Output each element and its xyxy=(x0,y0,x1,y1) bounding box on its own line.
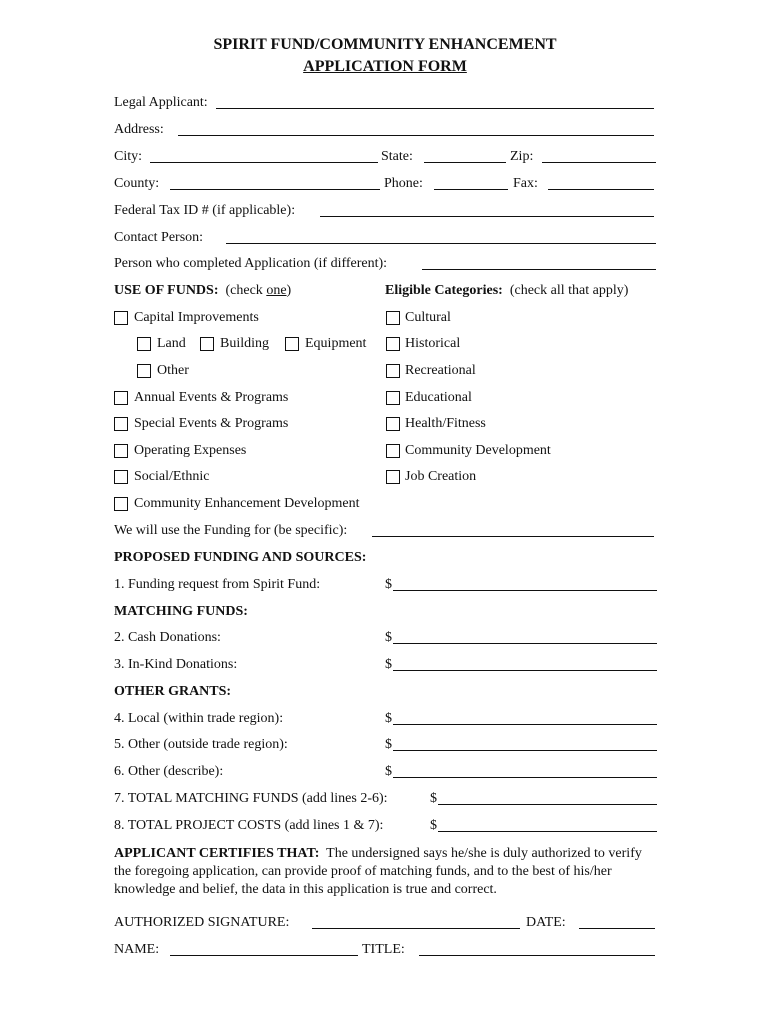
other-use-label: Other xyxy=(157,363,189,378)
funding-line-2-label: 2. Cash Donations: xyxy=(114,630,221,645)
special-events-checkbox[interactable] xyxy=(114,417,128,431)
city-state-zip-row xyxy=(114,148,659,166)
checkbox-row-6 xyxy=(114,442,659,460)
funding-line-4-label: 4. Local (within trade region): xyxy=(114,711,284,726)
total-project-costs-field[interactable] xyxy=(438,817,657,832)
county-field[interactable] xyxy=(170,175,380,190)
annual-events-label: Annual Events & Programs xyxy=(134,390,289,405)
cash-donations-field[interactable] xyxy=(393,629,657,644)
cultural-label: Cultural xyxy=(405,310,451,325)
outside-grants-field[interactable] xyxy=(393,736,657,751)
community-enhancement-checkbox[interactable] xyxy=(114,497,128,511)
equipment-label: Equipment xyxy=(305,336,367,351)
funding-line-3-label: 3. In-Kind Donations: xyxy=(114,657,238,672)
checkbox-row-3 xyxy=(114,362,659,380)
funding-line-8 xyxy=(114,817,659,835)
funding-line-7 xyxy=(114,790,659,808)
funding-line-5 xyxy=(114,736,659,754)
funding-line-1 xyxy=(114,576,659,594)
federal-tax-id-row xyxy=(114,202,659,220)
certification-text: The undersigned says he/she is duly authorized to verify the foregoing application, can provide proof of matching funds, and to the best of his/her knowledge and belief, the data in this application is true and correct. xyxy=(114,846,642,897)
land-label: Land xyxy=(157,336,186,351)
name-field[interactable] xyxy=(170,941,358,956)
funding-line-1-label: 1. Funding request from Spirit Fund: xyxy=(114,577,321,592)
health-fitness-checkbox[interactable] xyxy=(386,417,400,431)
other-grants-heading: OTHER GRANTS: xyxy=(114,684,232,699)
funding-line-6 xyxy=(114,763,659,781)
funding-line-7-label: 7. TOTAL MATCHING FUNDS (add lines 2-6): xyxy=(114,791,388,806)
proposed-funding-heading: PROPOSED FUNDING AND SOURCES: xyxy=(114,550,367,565)
currency-symbol: $ xyxy=(385,764,392,779)
cultural-checkbox[interactable] xyxy=(386,311,400,325)
community-enhancement-label: Community Enhancement Development xyxy=(134,496,360,511)
eligible-categories-heading: Eligible Categories: (check all that apply) xyxy=(385,283,629,298)
capital-improvements-checkbox[interactable] xyxy=(114,311,128,325)
funding-purpose-row xyxy=(114,522,659,540)
legal-applicant-row xyxy=(114,94,659,112)
local-grants-field[interactable] xyxy=(393,710,657,725)
form-title: SPIRIT FUND/COMMUNITY ENHANCEMENT xyxy=(213,36,557,53)
special-events-label: Special Events & Programs xyxy=(134,416,289,431)
county-phone-fax-row xyxy=(114,175,659,193)
annual-events-checkbox[interactable] xyxy=(114,391,128,405)
other-grants-field[interactable] xyxy=(393,763,657,778)
contact-person-row xyxy=(114,229,659,247)
funding-line-5-label: 5. Other (outside trade region): xyxy=(114,737,288,752)
land-checkbox[interactable] xyxy=(137,337,151,351)
historical-label: Historical xyxy=(405,336,461,351)
proposed-funding-heading-row xyxy=(114,549,659,567)
currency-symbol: $ xyxy=(385,737,392,752)
completed-by-row xyxy=(114,255,659,273)
city-label: City: xyxy=(114,149,143,164)
social-ethnic-checkbox[interactable] xyxy=(114,470,128,484)
building-label: Building xyxy=(220,336,270,351)
checkbox-row-5 xyxy=(114,415,659,433)
county-label: County: xyxy=(114,176,160,191)
title-label: TITLE: xyxy=(362,942,405,957)
form-subtitle: APPLICATION FORM xyxy=(303,58,467,75)
contact-person-label: Contact Person: xyxy=(114,230,204,245)
federal-tax-id-label: Federal Tax ID # (if applicable): xyxy=(114,203,296,218)
total-matching-funds-field[interactable] xyxy=(438,790,657,805)
address-field[interactable] xyxy=(178,121,654,136)
operating-expenses-checkbox[interactable] xyxy=(114,444,128,458)
funding-line-8-label: 8. TOTAL PROJECT COSTS (add lines 1 & 7): xyxy=(114,818,384,833)
currency-symbol: $ xyxy=(385,630,392,645)
job-creation-label: Job Creation xyxy=(405,469,477,484)
health-fitness-label: Health/Fitness xyxy=(405,416,486,431)
matching-funds-heading: MATCHING FUNDS: xyxy=(114,604,248,619)
authorized-signature-label: AUTHORIZED SIGNATURE: xyxy=(114,915,290,930)
zip-field[interactable] xyxy=(542,148,656,163)
currency-symbol: $ xyxy=(385,711,392,726)
other-use-checkbox[interactable] xyxy=(137,364,151,378)
phone-field[interactable] xyxy=(434,175,508,190)
matching-funds-heading-row xyxy=(114,603,659,621)
federal-tax-id-field[interactable] xyxy=(320,202,654,217)
funding-line-6-label: 6. Other (describe): xyxy=(114,764,224,779)
job-creation-checkbox[interactable] xyxy=(386,470,400,484)
social-ethnic-label: Social/Ethnic xyxy=(134,469,210,484)
in-kind-donations-field[interactable] xyxy=(393,656,657,671)
historical-checkbox[interactable] xyxy=(386,337,400,351)
funding-purpose-label: We will use the Funding for (be specific): xyxy=(114,523,348,538)
currency-symbol: $ xyxy=(430,791,437,806)
funding-line-4 xyxy=(114,710,659,728)
state-field[interactable] xyxy=(424,148,506,163)
educational-label: Educational xyxy=(405,390,472,405)
other-grants-heading-row xyxy=(114,683,659,701)
currency-symbol: $ xyxy=(430,818,437,833)
funding-purpose-field[interactable] xyxy=(372,522,654,537)
community-development-label: Community Development xyxy=(405,443,551,458)
date-label: DATE: xyxy=(526,915,566,930)
educational-checkbox[interactable] xyxy=(386,391,400,405)
address-row xyxy=(114,121,659,139)
checkbox-row-2 xyxy=(114,335,659,353)
phone-label: Phone: xyxy=(384,176,423,191)
city-field[interactable] xyxy=(150,148,378,163)
certification-heading: APPLICANT CERTIFIES THAT: xyxy=(114,846,320,861)
recreational-checkbox[interactable] xyxy=(386,364,400,378)
building-checkbox[interactable] xyxy=(200,337,214,351)
equipment-checkbox[interactable] xyxy=(285,337,299,351)
checkbox-row-7 xyxy=(114,468,659,486)
fax-field[interactable] xyxy=(548,175,654,190)
state-label: State: xyxy=(381,149,413,164)
spirit-fund-request-field[interactable] xyxy=(393,576,657,591)
certification-paragraph xyxy=(114,845,659,899)
checkbox-row-8 xyxy=(114,495,659,513)
title-field[interactable] xyxy=(419,941,655,956)
checkbox-row-4 xyxy=(114,389,659,407)
capital-improvements-label: Capital Improvements xyxy=(134,310,259,325)
legal-applicant-field[interactable] xyxy=(216,94,654,109)
date-field[interactable] xyxy=(579,914,655,929)
address-label: Address: xyxy=(114,122,164,137)
name-title-row xyxy=(114,941,659,959)
currency-symbol: $ xyxy=(385,657,392,672)
name-label: NAME: xyxy=(114,942,160,957)
authorized-signature-field[interactable] xyxy=(312,914,520,929)
funding-line-2 xyxy=(114,629,659,647)
zip-label: Zip: xyxy=(510,149,534,164)
checkbox-row-1 xyxy=(114,309,659,327)
signature-row xyxy=(114,914,659,932)
funding-line-3 xyxy=(114,656,659,674)
currency-symbol: $ xyxy=(385,577,392,592)
legal-applicant-label: Legal Applicant: xyxy=(114,95,208,110)
fax-label: Fax: xyxy=(513,176,538,191)
recreational-label: Recreational xyxy=(405,363,476,378)
operating-expenses-label: Operating Expenses xyxy=(134,443,247,458)
use-of-funds-heading: USE OF FUNDS: (check one) xyxy=(114,283,292,298)
completed-by-field[interactable] xyxy=(422,255,656,270)
community-development-checkbox[interactable] xyxy=(386,444,400,458)
contact-person-field[interactable] xyxy=(226,229,656,244)
checkbox-headings-row xyxy=(114,282,659,300)
completed-by-label: Person who completed Application (if different): xyxy=(114,256,388,271)
